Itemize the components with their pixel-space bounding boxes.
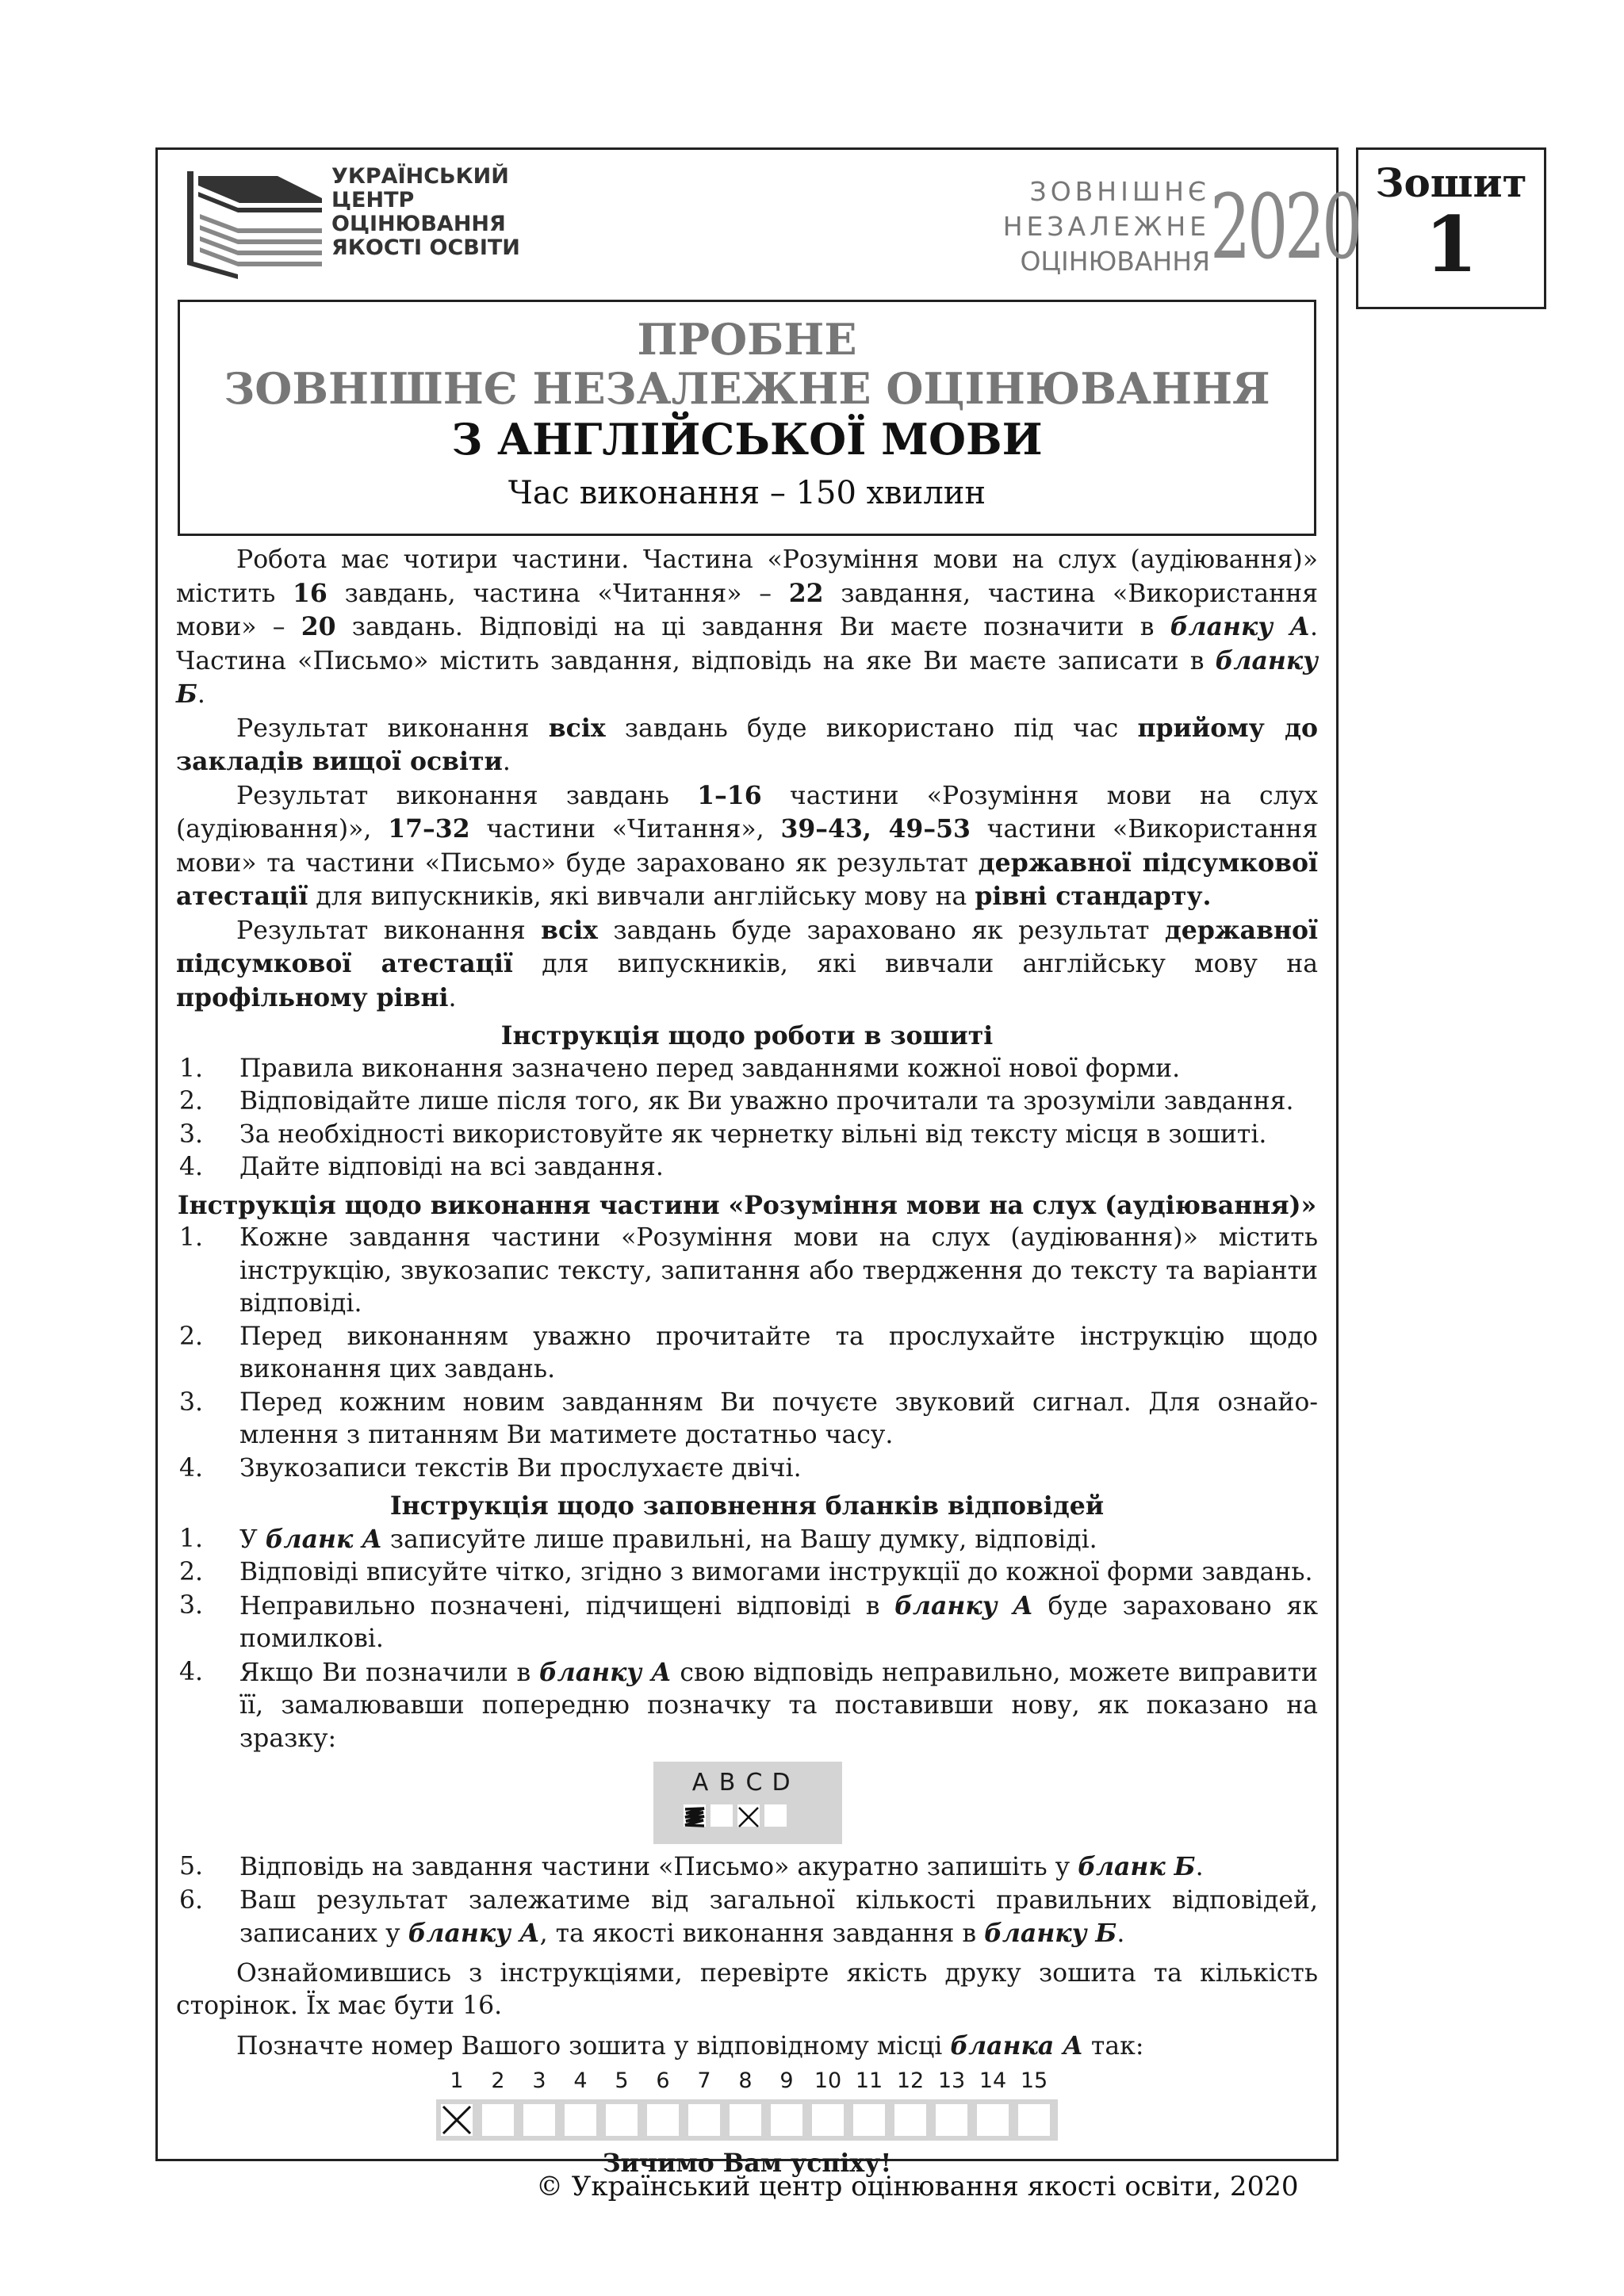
title-box (178, 300, 1316, 536)
notebook-number-label: 8 (738, 2068, 753, 2093)
empty-cell (710, 1804, 733, 1827)
correction-sample (653, 1762, 842, 1844)
notebook-number-label: 5 (615, 2068, 629, 2093)
list-item: 3. За необхідності використовуйте як чернетку вільні від тексту місця в зошиті. (179, 1119, 1267, 1149)
notebook-number-label: 7 (697, 2068, 711, 2093)
list-item: 3. Перед кожним новим завданням Ви почуєте звуковий сигнал. Для ознайомлення з питанням Ви матимете достатньо часу. (179, 1387, 1318, 1449)
empty-cell (688, 2104, 720, 2136)
notebook-number-label: 12 (896, 2068, 925, 2093)
empty-cell (853, 2104, 885, 2136)
logo-line: ЯКОСТІ ОСВІТИ (331, 235, 520, 260)
empty-cell (936, 2104, 967, 2136)
good-luck-text: Зичимо Вам успіху! (602, 2149, 892, 2178)
cross-mark-icon (441, 2104, 473, 2136)
notebook-number: 1 (1424, 200, 1478, 289)
logo-line: ОЦІНЮВАННЯ (331, 212, 506, 236)
notebook-number-label: 13 (937, 2068, 966, 2093)
intro-paragraph-4: Результат виконання всіх завдань буде зараховано як результат державної підсумкової атестації для випускників, які вивчали англійську мову на профільному рівні. (176, 915, 1319, 1012)
empty-cell (606, 2104, 638, 2136)
logo-line: ЦЕНТР (331, 188, 415, 212)
sample-letter: B (718, 1769, 736, 1797)
empty-cell (482, 2104, 514, 2136)
intro-paragraph-3: Результат виконання завдань 1–16 частини «Розуміння мови на слух (аудіювання)», 17–32 частини «Читання», 39–43, 49–53 частини «Використання мови» та частини «Письмо» буде зараховано як результат державної підсумкової атестації для випускників, які вивчали англійську мову на рівні стандарту. (176, 780, 1318, 911)
closing-paragraph-1: Ознайомившись з інструкціями, перевірте якість друку зошита та кількість сторінок. Їх має бути 16. (176, 1958, 1318, 2020)
answer-sheet-instructions-list (176, 1523, 1318, 1756)
list-item: 1. У бланк А записуйте лише правильні, на Вашу думку, відповіді. (179, 1524, 1097, 1554)
empty-cell (894, 2104, 926, 2136)
sample-letter: A (691, 1769, 709, 1797)
logo-line: УКРАЇНСЬКИЙ (331, 164, 509, 189)
notebook-instructions-list (176, 1053, 1318, 1184)
empty-cell (565, 2104, 596, 2136)
empty-cell (812, 2104, 844, 2136)
answer-sheet-instructions-list-cont (176, 1850, 1318, 1951)
zno-emblem (980, 168, 1359, 279)
notebook-number-label: 9 (779, 2068, 794, 2093)
zno-word: ОЦІНЮВАННЯ (1020, 246, 1210, 277)
duration: Час виконання – 150 хвилин (508, 475, 986, 511)
list-item: 3. Неправильно позначені, підчищені відповіді в бланку А буде зараховано як помилкові. (179, 1590, 1319, 1653)
list-item: 1. Правила виконання зазначено перед завданнями кожної нової форми. (179, 1054, 1181, 1083)
notebook-number-label: 14 (979, 2068, 1007, 2093)
list-item: 4. Звукозаписи текстів Ви прослухаєте двічі. (179, 1453, 802, 1483)
empty-cell (977, 2104, 1009, 2136)
copyright: © Український центр оцінювання якості освіти, 2020 (536, 2171, 1299, 2202)
scribbled-cell-icon (684, 1804, 706, 1827)
notebook-number-label: 3 (532, 2068, 546, 2093)
list-item: 5. Відповідь на завдання частини «Письмо» акуратно запишіть у бланк Б. (179, 1852, 1204, 1881)
notebook-number-sample (436, 2064, 1318, 2144)
empty-cell (771, 2104, 802, 2136)
empty-cell (730, 2104, 761, 2136)
section-heading: Інструкція щодо виконання частини «Розуміння мови на слух (аудіювання)» (177, 1190, 1317, 1220)
list-item: 1. Кожне завдання частини «Розуміння мови на слух (аудіювання)» містить інструкцію, звукозапис тексту, запитання або твердження до тексту та варіанти відповіді. (179, 1223, 1318, 1318)
instructions-body (176, 544, 1318, 2180)
notebook-number-box (1356, 147, 1546, 309)
title-line-3: З АНГЛІЙСЬКОЇ МОВИ (451, 414, 1043, 465)
section-heading: Інструкція щодо заповнення бланків відповідей (389, 1491, 1105, 1521)
empty-cell (523, 2104, 555, 2136)
list-item: 4. Якщо Ви позначили в бланку А свою відповідь неправильно, можете виправити її, замалювавши попередню позначку та поставивши нову, як показано на зразку: (179, 1657, 1318, 1753)
notebook-number-label: 6 (656, 2068, 670, 2093)
notebook-number-label: 11 (855, 2068, 883, 2093)
list-item: 2. Відповіді вписуйте чітко, згідно з вимогами інструкції до кожної форми завдань. (179, 1558, 1313, 1586)
zno-word: ЗОВНІШНЄ (1029, 176, 1210, 207)
list-item: 2. Відповідайте лише після того, як Ви уважно прочитали та зрозуміли завдання. (179, 1087, 1294, 1115)
zno-year: 2020 (1210, 176, 1359, 279)
list-item: 2. Перед виконанням уважно прочитайте та прослухайте інструкцію щодо виконання цих завдань. (179, 1322, 1318, 1383)
notebook-number-label: 4 (573, 2068, 588, 2093)
list-item: 4. Дайте відповіді на всі завдання. (179, 1153, 664, 1181)
empty-cell (1018, 2104, 1050, 2136)
empty-cell (764, 1804, 787, 1827)
intro-paragraph-1: Робота має чотири частини. Частина «Розуміння мови на слух (аудіювання)» містить 16 завдань, частина «Читання» – 22 завдання, частина «Використання мови» – 20 завдань. Відповіді на ці завдання Ви маєте позначити в бланку А. Частина «Письмо» містить завдання, відповідь на яке Ви маєте записати в бланку Б. (176, 545, 1318, 709)
empty-cell (647, 2104, 679, 2136)
sample-letter: C (745, 1769, 763, 1797)
title-line-2: ЗОВНІШНЄ НЕЗАЛЕЖНЕ ОЦІНЮВАННЯ (224, 363, 1270, 414)
zno-word: НЕЗАЛЕЖНЕ (1002, 211, 1210, 242)
notebook-number-label: 10 (814, 2068, 842, 2093)
cross-mark-icon (737, 1804, 760, 1827)
notebook-number-label: 2 (491, 2068, 505, 2093)
notebook-label: Зошит (1375, 159, 1527, 206)
list-item: 6. Ваш результат залежатиме від загальної кількості правильних відповідей, записаних у бланку А, та якості виконання завдання в бланку Б. (179, 1885, 1318, 1948)
logo-wordmark (331, 165, 520, 260)
sample-letter: D (772, 1769, 791, 1797)
section-heading: Інструкція щодо роботи в зошиті (500, 1021, 994, 1050)
notebook-number-label: 1 (450, 2068, 464, 2093)
closing-paragraph-2: Позначте номер Вашого зошита у відповідному місці бланка А так: (236, 2030, 1144, 2061)
intro-paragraph-2: Результат виконання всіх завдань буде використано під час прийому до закладів вищої освіти. (176, 713, 1318, 776)
title-line-1: ПРОБНЕ (637, 314, 857, 365)
listening-instructions-list (176, 1222, 1318, 1485)
notebook-number-label: 15 (1020, 2068, 1048, 2093)
